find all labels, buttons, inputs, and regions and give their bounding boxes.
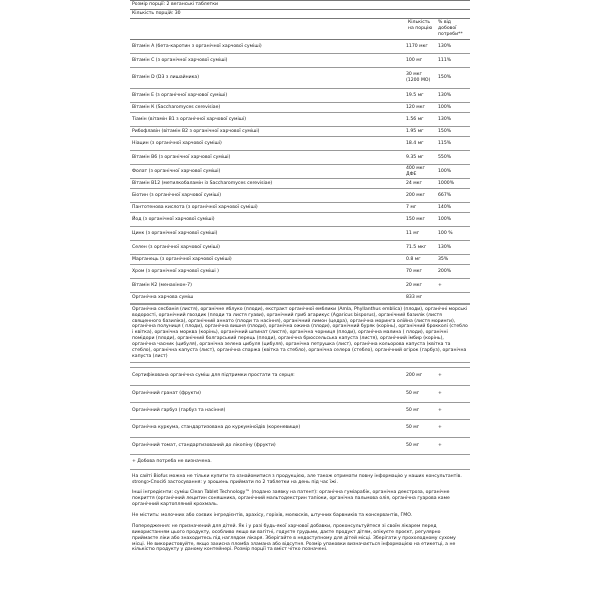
nutrient-amount: 200 мкг <box>404 189 436 203</box>
table-row <box>130 165 470 179</box>
nutrient-name: Вітамін D (D3 з лишайника) <box>130 68 404 89</box>
nutrient-name: Вітамін А (бета-каротин з органічної харчової суміші) <box>130 40 404 54</box>
nutrient-percent: 550% <box>436 151 470 165</box>
other-ingredients-note: Інші інгредієнти: суміш Clean Tablet Technology™ (подано заявку на патент): органічна гуміарабік, органічна декстроза, органічне покриття (органічний лецитин соняшника, органічний мальтодекстрин тапіоки, органічна пальмова олія, органічна гуарова каме органічний картопляний крохмаль. <box>132 490 450 508</box>
nutrient-percent: 150% <box>436 68 470 89</box>
nutrient-amount: 11 мг <box>404 227 436 241</box>
warning-note: Попередження: не призначений для дітей. Як і у разі будь-якої харчової добавки, проконсультуйтеся зі своїм лікарем перед використанням цього продукту, особливо якщо ви вагітні, годуєте грудьми, даєте продукт дітям, опікуєте проєкт, регулярно приймаєте ліки або знаходитесь під наглядом лікаря. Зберігайте в недоступному для дітей місці. Зберігати у прохолодному сухому місці. Не використовуйте, якщо захисна пломба зламана або відсутня. Розмір упаковки визначається інформацією на етикетці, а не кількістю продукту у даному контейнері. Розмір порції та вміст чітко позначені. <box>132 523 456 553</box>
nutrients-table <box>130 40 470 294</box>
table-row <box>130 265 470 279</box>
table-row <box>130 151 470 165</box>
notes <box>130 470 470 555</box>
ingredient-percent: + <box>436 402 470 419</box>
footnote: + Добова потреба не визначена. <box>130 455 470 470</box>
nutrient-name: Вітамін С (з органічної харчової суміші) <box>130 54 404 68</box>
nutrient-name: Вітамін В12 (метилкобаламін із Saccharomyces cerevisiae) <box>130 179 404 189</box>
nutrient-percent: 35% <box>436 255 470 265</box>
nutrient-amount: 100 мг <box>404 54 436 68</box>
nutrient-amount: 18.4 мг <box>404 137 436 151</box>
ingredient-amount: 50 мг <box>404 419 436 437</box>
nutrient-amount: 1.56 мг <box>404 113 436 127</box>
table-row <box>130 385 470 402</box>
table-row <box>130 419 470 437</box>
table-row <box>130 203 470 213</box>
allergen-note: Не містить: молочних або соєвих інгредієнтів, арахісу, горіхів, молюсків, штучних барвників та консервантів, ГМО. <box>132 513 413 519</box>
nutrient-percent: 667% <box>436 189 470 203</box>
nutrient-percent: 130% <box>436 113 470 127</box>
table-row <box>130 241 470 255</box>
nutrient-name: Марганець (з органічної харчової суміші) <box>130 255 404 265</box>
nutrient-name: Вітамін Е (з органічної харчової суміші) <box>130 89 404 103</box>
column-header <box>130 19 470 40</box>
nutrient-percent: 100% <box>436 213 470 227</box>
ingredient-name: Органічний томат, стандартизований до лікопіну (фрукти) <box>130 437 404 454</box>
nutrient-percent: 100 % <box>436 227 470 241</box>
nutrient-percent: 130% <box>436 40 470 54</box>
amount-header: Кількість на порцію <box>408 19 433 31</box>
organic-blend <box>130 293 470 362</box>
nutrient-name: Ніацин (з органічної харчової суміші) <box>130 137 404 151</box>
serving-size: Розмір порції: 2 веганські таблетки <box>130 0 470 10</box>
ingredient-percent: + <box>436 385 470 402</box>
nutrient-amount: 70 мкг <box>404 265 436 279</box>
ingredient-amount: 50 мг <box>404 437 436 454</box>
nutrient-percent: + <box>436 279 470 293</box>
table-row <box>130 213 470 227</box>
ingredient-name: Органічний гарбуз (гарбуз та насіння) <box>130 402 404 419</box>
nutrient-percent: 150% <box>436 127 470 137</box>
table-row <box>130 89 470 103</box>
nutrient-name: Фолат (з органічної харчової суміші) <box>130 165 404 179</box>
nutrient-percent: 100% <box>436 165 470 179</box>
table-row <box>130 402 470 419</box>
nutrient-amount: 7 мг <box>404 203 436 213</box>
table-row <box>130 279 470 293</box>
nutrient-percent: 140% <box>436 203 470 213</box>
table-row <box>130 103 470 113</box>
nutrient-name: Йод (з органічної харчової суміші) <box>130 213 404 227</box>
blend-description: Органічна сесбанія (листя), органічне яблуко (плоди), екстракт органічної емблики (Amla, Phyllanthus emblica) (плоди), органічні морські водорості, органічний гвоздик (плоди та листя гуави), органічний гриб агарикус (Agaricus bisporus), органічний базилік (листя священного базиліка), органічний аннато (плоди та насіння), органічний лимон (цедра), органічна моринга олійна (листя моринги), органічна полуниця ( плоди), органічна вишня (плоди), органічна ожина (плоди), органічний буряк (корінь), органічний брокколі (стебло і квітка), органічна морква (корінь), органічний шпинат (листя), органічна чорниця (плоди), органічна малина ( плоди), органічні помідори (плоди), органічний болгарський перець (плоди), органічна брюссельська капуста (листя), органічний імбир (корінь), органічна часник (цибуля), органічна зелена цибуля (цибуля), органічна петрушка (лист), органічна кольорова капуста (квітка та стебло), органічна капуста (лист), органічна спаржа (квітка та стебло), органічна селера (стебло), органічний огірок (гарбуз), органічна капуста (лист) <box>130 304 470 363</box>
nutrient-name: Вітамін К (Saccharomyces cerevisiae) <box>130 103 404 113</box>
nutrient-amount: 71.5 мкг <box>404 241 436 255</box>
certified-blend-table <box>130 368 470 455</box>
table-row <box>130 293 470 303</box>
table-row <box>130 437 470 454</box>
nutrient-name: Хром (з органічної харчової суміші ) <box>130 265 404 279</box>
table-row <box>130 189 470 203</box>
nutrient-name: Рибофлавін (вітамін В2 з органічної харчової суміші) <box>130 127 404 137</box>
nutrient-amount: 400 мкг ДФЕ <box>404 165 436 179</box>
nutrient-percent: 100% <box>436 103 470 113</box>
table-row <box>130 54 470 68</box>
blend-title: Органічна харчова суміш <box>130 293 404 303</box>
ingredient-percent: + <box>436 368 470 385</box>
ingredient-amount: 200 мг <box>404 368 436 385</box>
table-row <box>130 179 470 189</box>
servings-per-container: Кількість порцій: 30 <box>130 10 470 19</box>
table-row <box>130 40 470 54</box>
blend-amount: 833 мг <box>404 293 436 303</box>
nutrient-percent: 115% <box>436 137 470 151</box>
table-row <box>130 227 470 241</box>
table-row <box>130 127 470 137</box>
nutrient-name: Вітамін В6 (з органічної харчової суміші) <box>130 151 404 165</box>
table-row <box>130 137 470 151</box>
nutrient-percent: 1000% <box>436 179 470 189</box>
ingredient-percent: + <box>436 437 470 454</box>
nutrient-amount: 120 мкг <box>404 103 436 113</box>
percent-header: % від добової потреби** <box>438 19 463 37</box>
nutrient-name: Селен (з органічної харчової суміші) <box>130 241 404 255</box>
ingredient-name: Сертифікована органічна суміш для підтримки простати та серця: <box>130 368 404 385</box>
nutrient-amount: 30 мкг (1200 МО) <box>404 68 436 89</box>
table-row <box>130 113 470 127</box>
nutrient-amount: 9.35 мг <box>404 151 436 165</box>
nutrient-percent: 130% <box>436 241 470 255</box>
nutrient-name: Пантотенова кислота (з органічної харчової суміші) <box>130 203 404 213</box>
consultation-note: На сайті Biofus можна не тільки купити та ознайомитися з продукцією, але також отримати повну інформацію у наших консультантів. strong>Спосіб застосування: у зрошень приймати по 2 таблетки на день під час їжі. <box>132 473 462 485</box>
nutrient-name: Тіамін (вітамін В1 з органічної харчової суміші) <box>130 113 404 127</box>
nutrient-amount: 20 мкг <box>404 279 436 293</box>
nutrient-percent: 200% <box>436 265 470 279</box>
nutrient-name: Цинк (з органічної харчової суміші) <box>130 227 404 241</box>
ingredient-name: Органічний гранат (фрукти) <box>130 385 404 402</box>
nutrient-name: Біотин (з органічної харчової суміші) <box>130 189 404 203</box>
nutrient-percent: 111% <box>436 54 470 68</box>
ingredient-amount: 50 мг <box>404 402 436 419</box>
nutrient-amount: 1.95 мг <box>404 127 436 137</box>
nutrient-name: Вітамін К2 (менахінон-7) <box>130 279 404 293</box>
ingredient-percent: + <box>436 419 470 437</box>
table-row <box>130 255 470 265</box>
table-row <box>130 68 470 89</box>
ingredient-name: Органічна куркума, стандартизована до куркуміноїдів (кореневище) <box>130 419 404 437</box>
nutrient-amount: 19.5 мг <box>404 89 436 103</box>
nutrient-percent: 130% <box>436 89 470 103</box>
supplement-facts-panel <box>130 0 470 554</box>
nutrient-amount: 24 мкг <box>404 179 436 189</box>
nutrient-amount: 0.8 мг <box>404 255 436 265</box>
nutrient-amount: 1170 мкг <box>404 40 436 54</box>
table-row <box>130 368 470 385</box>
ingredient-amount: 50 мг <box>404 385 436 402</box>
nutrient-amount: 150 мкг <box>404 213 436 227</box>
